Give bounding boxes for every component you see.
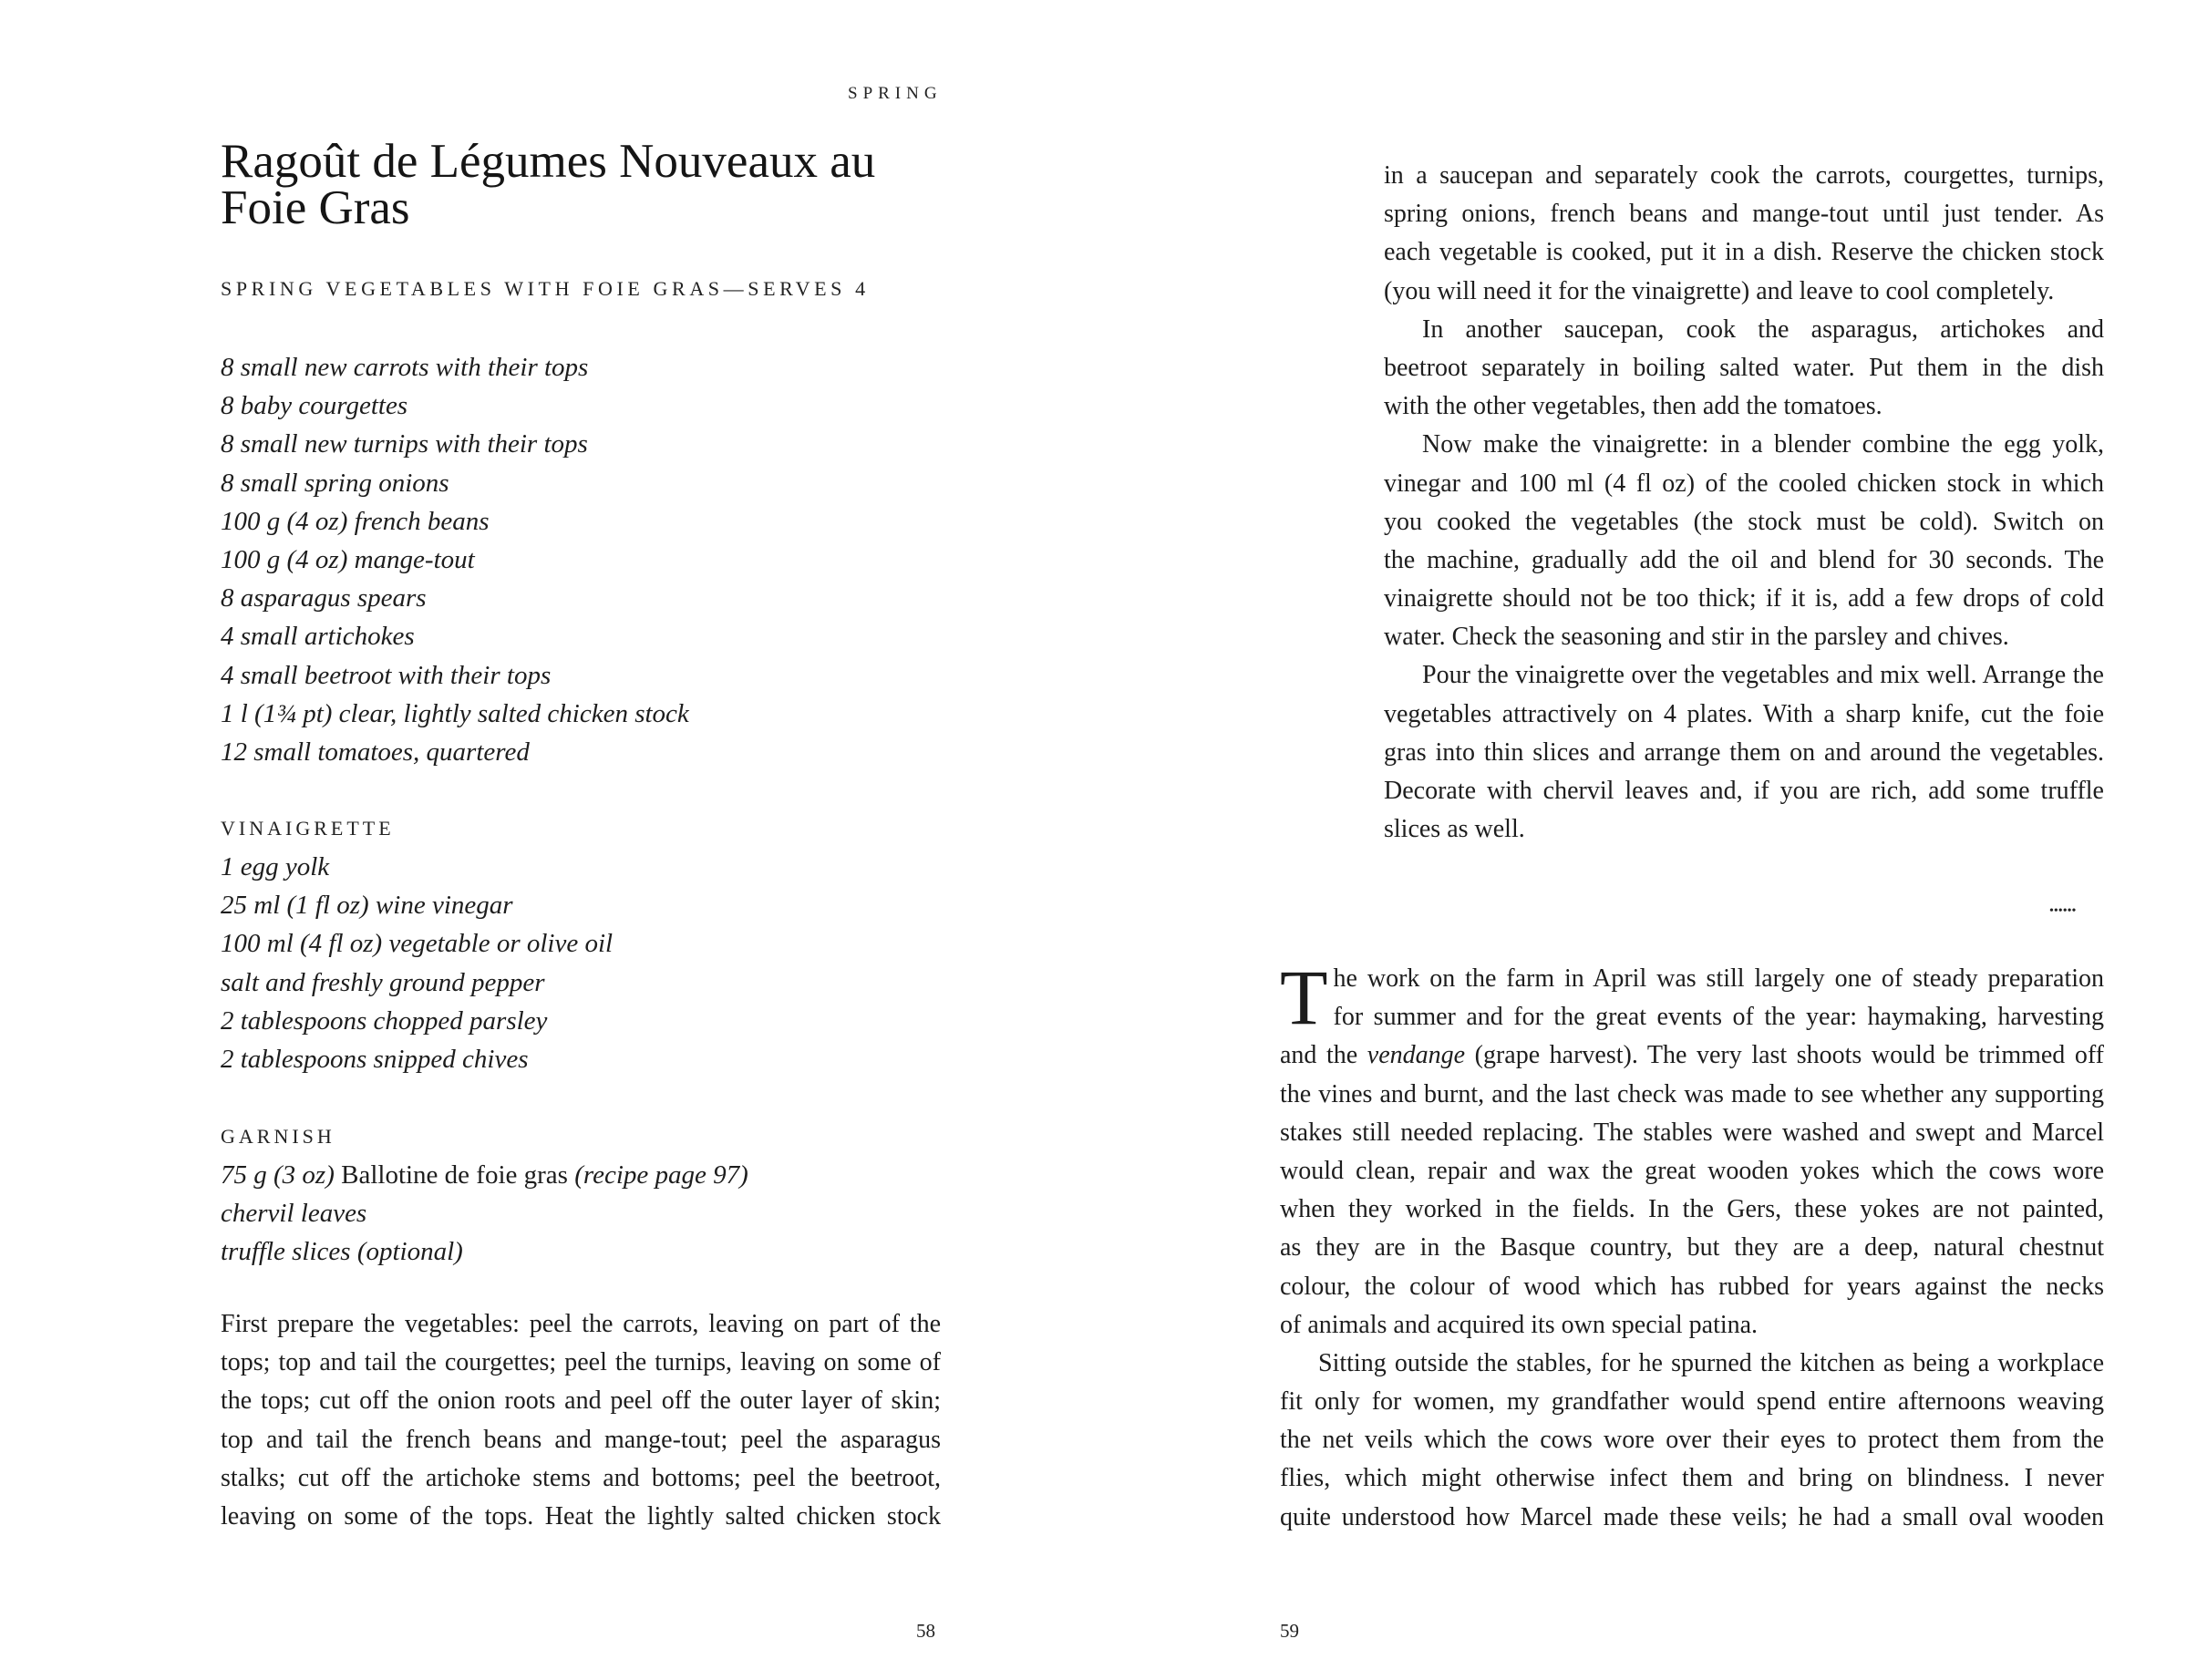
text-line: each vegetable is cooked, put it in a dish. Reserve the chicken stock <box>1384 238 2104 267</box>
text-line: in a saucepan and separately cook the carrots, courgettes, turnips, <box>1384 161 2104 190</box>
ingredient-list <box>221 348 968 771</box>
text-line: colour, the colour of wood which has rubbed for years against the necks <box>1280 1272 2104 1301</box>
garnish-heading: GARNISH <box>221 1125 335 1148</box>
text-line: Sitting outside the stables, for he spurned the kitchen as being a workplace <box>1318 1348 2104 1377</box>
garnish-name: Ballotine de foie gras <box>334 1160 575 1190</box>
ingredient-item: 2 tablespoons snipped chives <box>221 1044 529 1074</box>
recipe-subtitle: SPRING VEGETABLES WITH FOIE GRAS—SERVES 4 <box>221 277 870 300</box>
vinaigrette-heading: VINAIGRETTE <box>221 817 395 840</box>
section-ornament: •••••• <box>2049 904 2077 918</box>
ingredient-item: 100 g (4 oz) french beans <box>221 506 490 536</box>
text-line: he work on the farm in April was still largely one of steady preparation <box>1333 964 2104 993</box>
ingredient-item: 2 tablespoons chopped parsley <box>221 1005 548 1036</box>
page-number-right: 59 <box>1280 1620 1299 1642</box>
text-line: top and tail the french beans and mange-tout; peel the asparagus <box>221 1425 941 1454</box>
ingredient-item: 100 ml (4 fl oz) vegetable or olive oil <box>221 929 614 959</box>
garnish-list <box>221 1156 968 1272</box>
running-head: SPRING <box>848 84 943 103</box>
garnish-quantity: 75 g (3 oz) <box>221 1160 335 1190</box>
ingredient-item: 1 l (1¾ pt) clear, lightly salted chicken stock <box>221 698 689 728</box>
recipe-title <box>221 135 950 234</box>
vinaigrette-list <box>221 848 968 1078</box>
ingredient-item: 25 ml (1 fl oz) wine vinegar <box>221 891 513 921</box>
ingredient-item: 4 small artichokes <box>221 622 415 652</box>
method-text-left <box>221 1305 941 1536</box>
text-line: the vines and burnt, and the last check was made to see whether any supporting <box>1280 1079 2104 1108</box>
ingredient-item: 4 small beetroot with their tops <box>221 660 552 690</box>
text-line: First prepare the vegetables: peel the carrots, leaving on part of the <box>221 1310 941 1338</box>
text-line: stalks; cut off the artichoke stems and bottoms; peel the beetroot, <box>221 1463 941 1492</box>
text-line: vinaigrette should not be too thick; if it is, add a few drops of cold <box>1384 584 2104 613</box>
ingredient-item: 8 small new turnips with their tops <box>221 429 588 459</box>
text-line: the machine, gradually add the oil and blend for 30 seconds. The <box>1384 545 2104 574</box>
text-line: tops; top and tail the courgettes; peel the turnips, leaving on some of <box>221 1348 941 1377</box>
text-line: fit only for women, my grandfather would spend entire afternoons weaving <box>1280 1387 2104 1417</box>
ingredient-item: 8 small new carrots with their tops <box>221 353 589 382</box>
text-line: water. Check the seasoning and stir in the parsley and chives. <box>1384 623 2009 652</box>
text-line: gras into thin slices and arrange them on and around the vegetables. <box>1384 737 2104 767</box>
ingredient-item: chervil leaves <box>221 1199 367 1229</box>
ingredient-item: truffle slices (optional) <box>221 1237 463 1267</box>
text-line: when they worked in the fields. In the Gers, these yokes are not painted, <box>1280 1195 2104 1224</box>
drop-cap: T <box>1280 953 1328 1041</box>
page-number-left: 58 <box>916 1620 935 1642</box>
italic-term: vendange <box>1367 1041 1466 1070</box>
text-line: vinegar and 100 ml (4 fl oz) of the cooled chicken stock in which <box>1384 469 2104 498</box>
ingredient-item: 8 small spring onions <box>221 468 449 498</box>
text-line: for summer and for the great events of the year: haymaking, harvesting <box>1333 1003 2104 1032</box>
text-line: of animals and acquired its own special patina. <box>1280 1310 1759 1339</box>
text-line: Pour the vinaigrette over the vegetables and mix well. Arrange the <box>1422 661 2104 690</box>
text-line: stakes still needed replacing. The stables were washed and swept and Marcel <box>1280 1118 2104 1147</box>
method-text-right <box>1384 157 2104 849</box>
ingredient-item: salt and freshly ground pepper <box>221 967 545 997</box>
recipe-title-line: Foie Gras <box>221 181 410 234</box>
text-fragment: and the <box>1280 1041 1367 1070</box>
text-line: flies, which might otherwise infect them and bring on blindness. I never <box>1280 1464 2104 1493</box>
ingredient-item: 8 baby courgettes <box>221 391 408 421</box>
text-line: beetroot separately in boiling salted water. Put them in the dish <box>1384 353 2104 382</box>
text-line: slices as well. <box>1384 815 1525 844</box>
text-line: would clean, repair and wax the great wooden yokes which the cows wore <box>1280 1156 2104 1185</box>
story-text <box>1280 953 2105 1537</box>
text-line: leaving on some of the tops. Heat the lightly salted chicken stock <box>221 1501 941 1531</box>
text-line: vegetables attractively on 4 plates. With a sharp knife, cut the foie <box>1384 699 2104 728</box>
text-line <box>1280 1036 2104 1075</box>
text-line: Now make the vinaigrette: in a blender combine the egg yolk, <box>1422 430 2104 459</box>
text-line: quite understood how Marcel made these veils; he had a small oval wooden <box>1280 1502 2104 1531</box>
recipe-title-line: Ragoût de Légumes Nouveaux au <box>221 135 876 188</box>
ingredient-item <box>221 1156 968 1194</box>
text-line: In another saucepan, cook the asparagus, artichokes and <box>1422 314 2104 344</box>
text-line: you cooked the vegetables (the stock must be cold). Switch on <box>1384 507 2104 536</box>
text-line: spring onions, french beans and mange-tout until just tender. As <box>1384 200 2104 229</box>
text-line: as they are in the Basque country, but they are a deep, natural chestnut <box>1280 1233 2104 1263</box>
text-line: with the other vegetables, then add the tomatoes. <box>1384 392 1882 421</box>
recipe-reference: (recipe page 97) <box>574 1160 748 1190</box>
ingredient-item: 1 egg yolk <box>221 852 330 881</box>
text-line: Decorate with chervil leaves and, if you are rich, add some truffle <box>1384 777 2104 805</box>
text-line: the tops; cut off the onion roots and peel off the outer layer of skin; <box>221 1386 941 1416</box>
ingredient-item: 8 asparagus spears <box>221 583 427 613</box>
text-line: (you will need it for the vinaigrette) and leave to cool completely. <box>1384 276 2055 305</box>
text-line: the net veils which the cows wore over their eyes to protect them from the <box>1280 1426 2104 1455</box>
text-fragment: (grape harvest). The very last shoots would be trimmed off <box>1465 1041 2105 1070</box>
ingredient-item: 100 g (4 oz) mange-tout <box>221 544 475 574</box>
ingredient-item: 12 small tomatoes, quartered <box>221 737 530 767</box>
